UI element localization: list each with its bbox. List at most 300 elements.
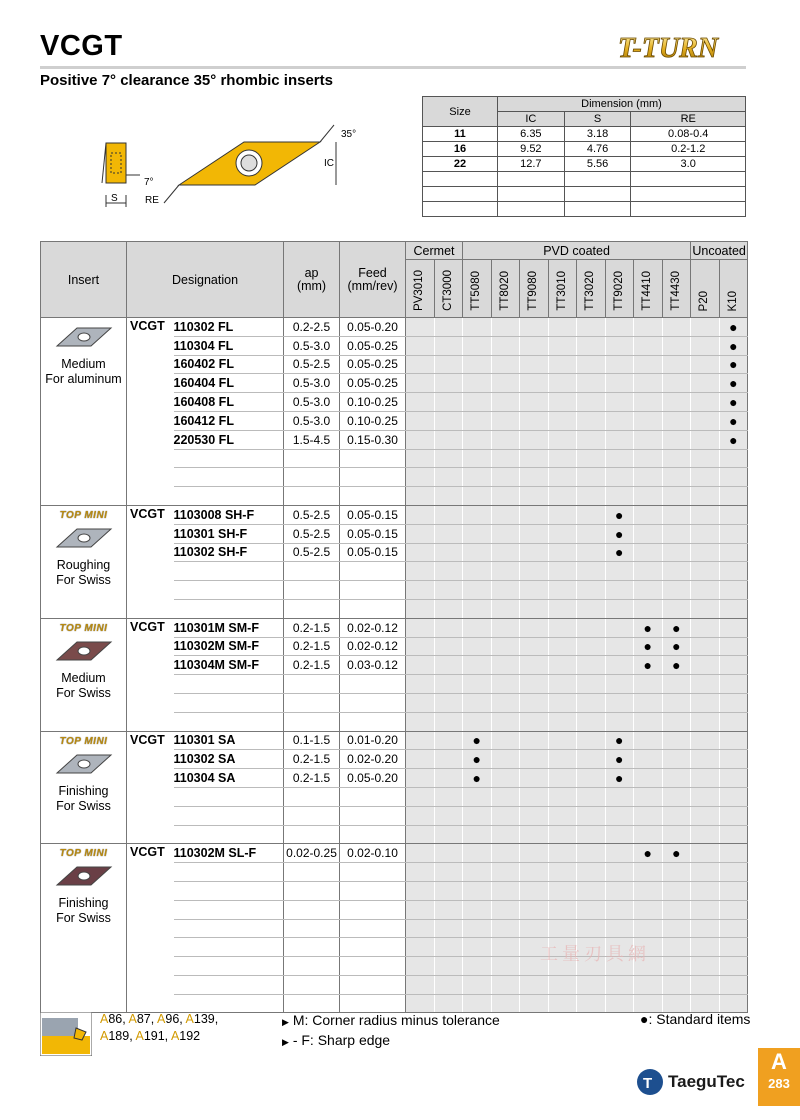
designation-code: 110302 SH-F <box>174 543 284 562</box>
grade-cell <box>577 769 606 788</box>
grade-cell <box>520 581 549 600</box>
standard-item-mark: ● <box>719 336 748 355</box>
grade-cell <box>662 769 691 788</box>
insert-group-cell <box>41 731 127 844</box>
standard-item-mark: ● <box>662 637 691 656</box>
dimension-header: Dimension (mm) <box>498 97 746 112</box>
ap-value: 0.1-1.5 <box>284 731 340 750</box>
grade-cell <box>491 524 520 543</box>
standard-item-mark: ● <box>605 524 634 543</box>
grade-cell <box>691 693 720 712</box>
insert-row <box>41 618 748 637</box>
grade-cell <box>548 336 577 355</box>
feed-value: 0.02-0.12 <box>340 637 406 656</box>
ref-link[interactable]: A86 <box>100 1012 123 1026</box>
grade-cell <box>463 919 492 938</box>
grade-cell <box>662 863 691 882</box>
ap-value <box>284 863 340 882</box>
grade-cell <box>662 787 691 806</box>
grade-cell <box>491 750 520 769</box>
grade-cell <box>634 712 663 731</box>
grade-cell <box>634 562 663 581</box>
ap-value <box>284 468 340 487</box>
grade-cell <box>463 675 492 694</box>
grade-cell <box>406 449 435 468</box>
grade-cell <box>434 787 463 806</box>
grade-header-tt9020: TT9020 <box>605 260 634 318</box>
ap-value <box>284 599 340 618</box>
grade-cell <box>463 599 492 618</box>
dim-col-ic: IC <box>498 112 565 127</box>
designation-code <box>174 487 284 506</box>
grade-cell <box>662 599 691 618</box>
grade-cell <box>662 919 691 938</box>
designation-code: 110304M SM-F <box>174 656 284 675</box>
grade-cell <box>662 355 691 374</box>
standard-item-mark: ● <box>662 844 691 863</box>
grade-cell <box>491 637 520 656</box>
grade-cell <box>577 599 606 618</box>
grade-cell <box>605 336 634 355</box>
grade-cell <box>406 844 435 863</box>
grade-cell <box>491 355 520 374</box>
grade-cell <box>491 505 520 524</box>
grade-cell <box>463 487 492 506</box>
standard-item-mark: ● <box>662 656 691 675</box>
grade-cell <box>719 487 748 506</box>
grade-cell <box>662 731 691 750</box>
grade-cell <box>434 487 463 506</box>
designation-code: 1103008 SH-F <box>174 505 284 524</box>
standard-item-mark: ● <box>463 769 492 788</box>
section-tab[interactable] <box>758 1048 800 1106</box>
ref-link[interactable]: A139 <box>185 1012 215 1026</box>
page-subtitle: Positive 7° clearance 35° rhombic inserts <box>40 72 333 89</box>
ap-value <box>284 919 340 938</box>
grade-cell <box>691 975 720 994</box>
ap-value <box>284 487 340 506</box>
grade-cell <box>491 787 520 806</box>
grade-cell <box>520 449 549 468</box>
grade-cell <box>634 524 663 543</box>
svg-text:T: T <box>643 1075 653 1092</box>
grade-cell <box>406 731 435 750</box>
dim-re: 0.08-0.4 <box>631 127 746 142</box>
grade-header-ct3000: CT3000 <box>434 260 463 318</box>
feed-value: 0.05-0.25 <box>340 355 406 374</box>
grade-cell <box>577 487 606 506</box>
grade-cell <box>548 863 577 882</box>
grade-cell <box>605 844 634 863</box>
grade-cell <box>691 637 720 656</box>
grade-cell <box>463 900 492 919</box>
grade-cell <box>662 393 691 412</box>
grade-cell <box>406 581 435 600</box>
grade-cell <box>463 581 492 600</box>
grade-cell <box>548 543 577 562</box>
ap-value: 0.5-2.5 <box>284 524 340 543</box>
grade-cell <box>548 975 577 994</box>
grade-cell <box>406 675 435 694</box>
grade-cell <box>434 637 463 656</box>
grade-cell <box>548 618 577 637</box>
grade-cell <box>719 825 748 844</box>
grade-cell <box>463 318 492 337</box>
grade-header-tt4430: TT4430 <box>662 260 691 318</box>
ap-value <box>284 712 340 731</box>
designation-code <box>174 449 284 468</box>
grade-cell <box>434 393 463 412</box>
feed-value <box>340 825 406 844</box>
grade-cell <box>491 825 520 844</box>
grade-cell <box>520 863 549 882</box>
ap-value <box>284 449 340 468</box>
ap-value: 0.5-3.0 <box>284 393 340 412</box>
grade-header-p20: P20 <box>691 260 720 318</box>
ref-link[interactable]: A189 <box>100 1029 130 1043</box>
designation-code: 160404 FL <box>174 374 284 393</box>
ref-link[interactable]: A96 <box>157 1012 180 1026</box>
designation-code: 110302M SL-F <box>174 844 284 863</box>
grade-cell <box>548 881 577 900</box>
designation-code <box>174 599 284 618</box>
feed-value <box>340 712 406 731</box>
grade-cell <box>634 318 663 337</box>
grade-cell <box>406 336 435 355</box>
grade-cell <box>463 449 492 468</box>
grade-cell <box>662 505 691 524</box>
grade-cell <box>491 656 520 675</box>
grade-cell <box>577 975 606 994</box>
grade-cell <box>577 675 606 694</box>
grade-cell <box>577 656 606 675</box>
grade-cell <box>548 393 577 412</box>
grade-cell <box>520 505 549 524</box>
grade-cell <box>520 693 549 712</box>
grade-cell <box>577 543 606 562</box>
dim-label-re: RE <box>145 195 159 206</box>
grade-cell <box>691 769 720 788</box>
grade-cell <box>463 637 492 656</box>
insert-row <box>41 844 748 863</box>
standard-item-mark: ● <box>605 543 634 562</box>
grade-cell <box>719 449 748 468</box>
grade-cell <box>548 769 577 788</box>
grade-cell <box>520 355 549 374</box>
insert-group-label: Finishing For Swiss <box>56 896 111 926</box>
grade-cell <box>548 656 577 675</box>
designation-code: 110302 FL <box>174 318 284 337</box>
designation-code: 110304 FL <box>174 336 284 355</box>
standard-item-mark: ● <box>634 656 663 675</box>
grade-cell <box>719 505 748 524</box>
designation-prefix: VCGT <box>127 618 174 731</box>
grade-cell <box>406 693 435 712</box>
grade-cell <box>520 844 549 863</box>
grade-cell <box>577 919 606 938</box>
ref-link[interactable]: A87 <box>128 1012 151 1026</box>
grade-cell <box>691 336 720 355</box>
feed-value <box>340 675 406 694</box>
grade-header-tt4410: TT4410 <box>634 260 663 318</box>
grade-cell <box>577 637 606 656</box>
grade-cell <box>463 712 492 731</box>
ap-value <box>284 825 340 844</box>
grade-cell <box>634 750 663 769</box>
grade-cell <box>605 881 634 900</box>
company-name: TaeguTec <box>668 1072 745 1091</box>
grade-cell <box>691 374 720 393</box>
grade-cell <box>691 881 720 900</box>
grade-cell <box>520 656 549 675</box>
grade-cell <box>434 524 463 543</box>
grade-cell <box>605 599 634 618</box>
feed-value <box>340 449 406 468</box>
standard-item-mark: ● <box>634 844 663 863</box>
grade-cell <box>719 562 748 581</box>
grade-cell <box>406 957 435 976</box>
grade-cell <box>691 562 720 581</box>
grade-cell <box>719 524 748 543</box>
dim-size: 22 <box>423 157 498 172</box>
feed-value: 0.10-0.25 <box>340 411 406 430</box>
grade-cell <box>463 938 492 957</box>
grade-cell <box>691 919 720 938</box>
grade-cell <box>520 562 549 581</box>
grade-cell <box>491 411 520 430</box>
grade-cell <box>491 693 520 712</box>
grade-cell <box>691 806 720 825</box>
grade-cell <box>463 374 492 393</box>
grade-cell <box>520 543 549 562</box>
grade-cell <box>520 393 549 412</box>
grade-cell <box>605 581 634 600</box>
grade-cell <box>520 411 549 430</box>
grade-cell <box>548 449 577 468</box>
designation-code <box>174 863 284 882</box>
grade-cell <box>463 863 492 882</box>
grade-cell <box>520 524 549 543</box>
grade-cell <box>491 468 520 487</box>
grade-cell <box>634 675 663 694</box>
feed-value <box>340 975 406 994</box>
grade-cell <box>719 468 748 487</box>
grade-cell <box>691 675 720 694</box>
grade-cell <box>548 675 577 694</box>
dim-ic: 12.7 <box>498 157 565 172</box>
grade-cell <box>520 712 549 731</box>
ap-value <box>284 957 340 976</box>
grade-cell <box>548 731 577 750</box>
designation-code <box>174 957 284 976</box>
grade-cell <box>605 411 634 430</box>
feed-value <box>340 581 406 600</box>
dim-s: 3.18 <box>564 127 631 142</box>
grade-cell <box>719 938 748 957</box>
grade-cell <box>577 825 606 844</box>
grade-cell <box>406 806 435 825</box>
grade-cell <box>491 881 520 900</box>
grade-cell <box>719 693 748 712</box>
insert-photo-icon <box>53 751 115 777</box>
designation-code: 110304 SA <box>174 769 284 788</box>
grade-cell <box>662 374 691 393</box>
ref-link[interactable]: A192 <box>170 1029 201 1043</box>
designation-code <box>174 712 284 731</box>
grade-cell <box>548 374 577 393</box>
grade-cell <box>691 411 720 430</box>
grade-cell <box>691 581 720 600</box>
grade-cell <box>691 900 720 919</box>
col-insert: Insert <box>41 242 127 318</box>
grade-cell <box>406 656 435 675</box>
grade-cell <box>520 430 549 449</box>
grade-cell <box>634 599 663 618</box>
top-mini-logo: TOP MINI <box>59 509 108 521</box>
grade-cell <box>719 806 748 825</box>
grade-cell <box>434 430 463 449</box>
feed-value: 0.05-0.15 <box>340 543 406 562</box>
standard-item-mark: ● <box>605 769 634 788</box>
grade-cell <box>520 787 549 806</box>
ap-value: 0.5-2.5 <box>284 505 340 524</box>
grade-cell <box>406 318 435 337</box>
grade-cell <box>434 919 463 938</box>
feed-value <box>340 562 406 581</box>
designation-code: 110301 SA <box>174 731 284 750</box>
designation-code <box>174 581 284 600</box>
grade-cell <box>719 844 748 863</box>
grade-cell <box>605 449 634 468</box>
grade-cell <box>662 449 691 468</box>
ap-value: 0.5-3.0 <box>284 374 340 393</box>
grade-cell <box>662 581 691 600</box>
grade-cell <box>634 693 663 712</box>
grade-cell <box>605 468 634 487</box>
grade-cell <box>520 637 549 656</box>
grade-cell <box>662 411 691 430</box>
ref-link[interactable]: A191 <box>135 1029 165 1043</box>
grade-cell <box>634 731 663 750</box>
grade-cell <box>577 505 606 524</box>
feed-value: 0.05-0.20 <box>340 769 406 788</box>
grade-cell <box>434 750 463 769</box>
dim-ic: 6.35 <box>498 127 565 142</box>
grade-cell <box>406 825 435 844</box>
designation-code: 110301M SM-F <box>174 618 284 637</box>
page-number: 283 <box>768 1076 790 1091</box>
grade-cell <box>577 336 606 355</box>
insert-group-cell <box>41 844 127 1013</box>
size-header: Size <box>423 97 498 127</box>
grade-cell <box>719 769 748 788</box>
grade-cell <box>634 919 663 938</box>
grade-cell <box>463 618 492 637</box>
dim-col-re: RE <box>631 112 746 127</box>
grade-cell <box>691 318 720 337</box>
grade-cell <box>691 656 720 675</box>
grade-cell <box>634 543 663 562</box>
grade-cell <box>691 393 720 412</box>
grade-cell <box>577 994 606 1013</box>
angle-7-label: 7° <box>144 177 154 188</box>
brand-text: T-TURN <box>618 33 719 64</box>
dim-row <box>423 127 746 142</box>
group-pvd-coated: PVD coated <box>463 242 691 260</box>
grade-cell <box>662 900 691 919</box>
insert-photo-icon <box>53 863 115 889</box>
top-mini-logo: TOP MINI <box>59 622 108 634</box>
grade-cell <box>719 599 748 618</box>
grade-cell <box>605 656 634 675</box>
grade-cell <box>634 393 663 412</box>
grade-cell <box>719 656 748 675</box>
grade-cell <box>520 468 549 487</box>
grade-cell <box>605 618 634 637</box>
grade-cell <box>463 393 492 412</box>
grade-cell <box>434 825 463 844</box>
grade-cell <box>548 430 577 449</box>
grade-header-tt8020: TT8020 <box>491 260 520 318</box>
grade-cell <box>463 543 492 562</box>
grade-cell <box>520 919 549 938</box>
grade-cell <box>577 411 606 430</box>
grade-cell <box>605 430 634 449</box>
grade-cell <box>434 581 463 600</box>
grade-cell <box>406 975 435 994</box>
grade-cell <box>577 374 606 393</box>
grade-cell <box>634 881 663 900</box>
grade-cell <box>434 449 463 468</box>
dim-row-empty <box>423 202 746 217</box>
grade-cell <box>491 712 520 731</box>
grade-cell <box>662 543 691 562</box>
grade-cell <box>520 825 549 844</box>
grade-cell <box>434 318 463 337</box>
grade-cell <box>520 994 549 1013</box>
grade-cell <box>406 938 435 957</box>
grade-cell <box>434 769 463 788</box>
grade-cell <box>406 411 435 430</box>
grade-cell <box>577 900 606 919</box>
grade-cell <box>634 487 663 506</box>
grade-cell <box>719 881 748 900</box>
top-mini-logo: TOP MINI <box>59 848 108 860</box>
grade-cell <box>406 543 435 562</box>
standard-item-mark: ● <box>719 411 748 430</box>
grade-cell <box>662 693 691 712</box>
page-title: VCGT <box>40 30 123 62</box>
grade-cell <box>520 975 549 994</box>
grade-cell <box>491 374 520 393</box>
grade-cell <box>662 468 691 487</box>
grade-cell <box>434 900 463 919</box>
grade-cell <box>691 863 720 882</box>
standard-item-mark: ● <box>634 618 663 637</box>
grade-cell <box>691 712 720 731</box>
grade-cell <box>491 449 520 468</box>
grade-cell <box>548 355 577 374</box>
insert-photo-icon <box>53 525 115 551</box>
note-f: ▶ - F: Sharp edge <box>282 1032 391 1048</box>
grade-header-pv3010: PV3010 <box>406 260 435 318</box>
grade-header-tt3010: TT3010 <box>548 260 577 318</box>
grade-cell <box>605 487 634 506</box>
note-m: ▶ M: Corner radius minus tolerance <box>282 1012 500 1028</box>
grade-cell <box>662 825 691 844</box>
ap-value: 0.2-1.5 <box>284 637 340 656</box>
feed-value <box>340 468 406 487</box>
